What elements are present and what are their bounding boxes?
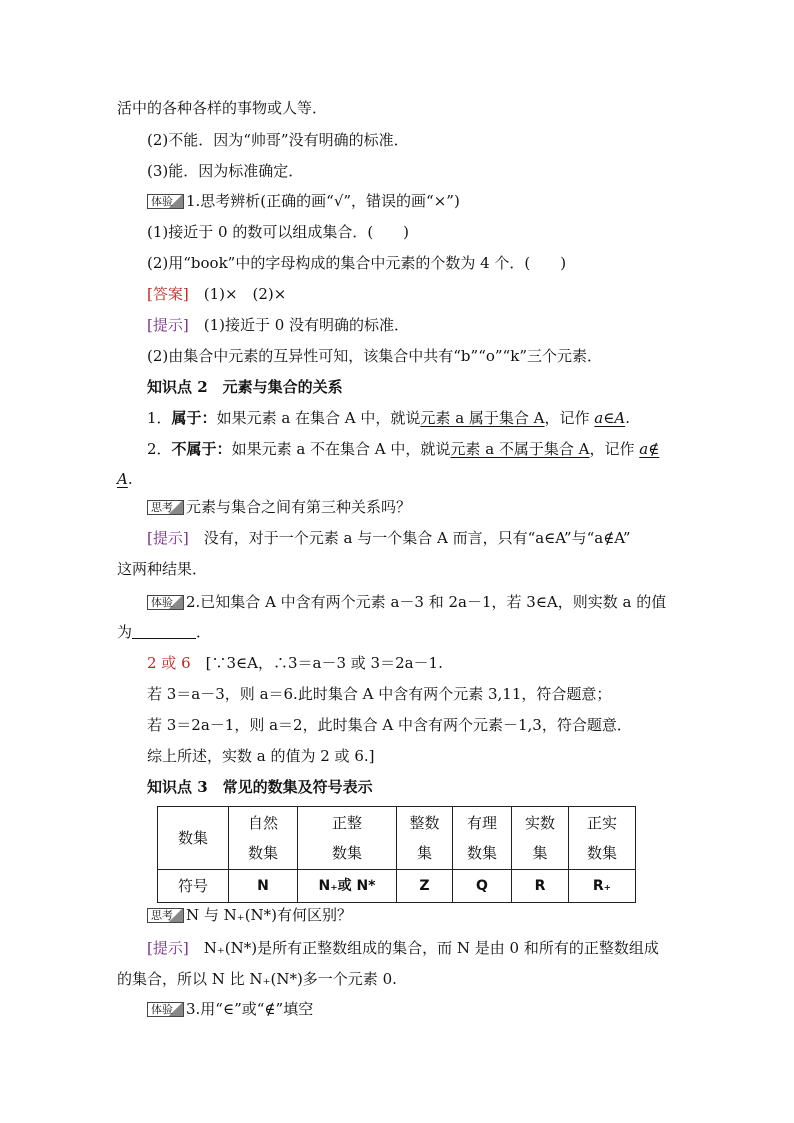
think-text: N 与 N₊(N*)有何区别？ [186, 906, 353, 924]
solution-line: 2 或 6 [∵3∈A，∴3＝a－3 或 3＝2a－1. [147, 654, 443, 672]
exercise-text: 3.用“∈”或“∉”填空 [186, 1000, 314, 1018]
table-header-cell: 数集 [158, 807, 229, 870]
text-line: (2)由集合中元素的互异性可知，该集合中共有“b”“o”“k”三个元素． [147, 347, 602, 365]
hint-line [147, 315, 409, 335]
hint-text: (1)接近于 0 没有明确的标准． [188, 316, 410, 334]
table-header-cell: 整数 集 [397, 807, 453, 870]
text-line: 若 3＝2a－1，则 a＝2，此时集合 A 中含有两个元素－1,3，符合题意． [147, 716, 632, 734]
text-line: 这两种结果． [117, 560, 208, 578]
hint-tag: [提示] [147, 939, 189, 957]
solution-answer: 2 或 6 [147, 654, 191, 672]
table-cell: R₊ [569, 870, 636, 903]
hint-tag: [提示] [147, 316, 189, 334]
hint-line [147, 528, 631, 548]
hint-text: 没有，对于一个元素 a 与一个集合 A 而言，只有“a∈A”与“a∉A” [188, 529, 631, 547]
think-line [147, 905, 352, 925]
tiyan-label-icon: 体验 [147, 595, 184, 610]
table-header-cell: 正实 数集 [569, 807, 636, 870]
table-header-cell: 正整 数集 [298, 807, 397, 870]
exercise-text: 1.思考辨析(正确的画“√”，错误的画“×”) [186, 192, 460, 210]
text-line: (3)能．因为标准确定． [147, 162, 304, 180]
table-cell: R [512, 870, 569, 903]
hint-line [147, 938, 659, 958]
exercise-2-heading [147, 592, 666, 612]
exercise-3-heading [147, 999, 313, 1019]
table-cell: Z [397, 870, 453, 903]
section-heading-3: 知识点 3 常见的数集及符号表示 [147, 778, 373, 796]
section-heading-2: 知识点 2 元素与集合的关系 [147, 378, 343, 396]
table-row [158, 807, 636, 870]
sikao-label-icon: 思考 [147, 908, 184, 923]
text-line: (2)不能．因为“帅哥”没有明确的标准． [147, 131, 409, 149]
table-header-cell: 实数 集 [512, 807, 569, 870]
answer-text: (1)× (2)× [188, 285, 287, 303]
text-line: 为 ． [117, 623, 212, 641]
text-line: (1)接近于 0 的数可以组成集合．( ) [147, 223, 410, 241]
text-line: 若 3＝a－3，则 a＝6.此时集合 A 中含有两个元素 3,11，符合题意； [147, 685, 612, 703]
think-line [147, 497, 411, 517]
number-set-table [157, 806, 636, 903]
table-cell: N₊或 N* [298, 870, 397, 903]
text-line: 综上所述，实数 a 的值为 2 或 6.] [147, 747, 375, 765]
think-text: 元素与集合之间有第三种关系吗？ [186, 498, 412, 516]
table-row-label: 符号 [158, 870, 229, 903]
exercise-text: 2.已知集合 A 中含有两个元素 a－3 和 2a－1，若 3∈A，则实数 a 的值 [186, 593, 667, 611]
answer-tag: [答案] [147, 285, 189, 303]
tiyan-label-icon: 体验 [147, 1002, 184, 1017]
text-line: A. [117, 470, 133, 488]
table-header-cell: 有理 数集 [453, 807, 512, 870]
table-row [158, 870, 636, 903]
exercise-1-heading [147, 191, 460, 211]
table-cell: N [229, 870, 298, 903]
tiyan-label-icon: 体验 [147, 194, 184, 209]
definition-not-belongs: 2．不属于：如果元素 a 不在集合 A 中，就说元素 a 不属于集合 A，记作 a∉ [147, 440, 660, 458]
answer-line [147, 284, 286, 304]
definition-belongs: 1．属于：如果元素 a 在集合 A 中，就说元素 a 属于集合 A，记作 a∈A. [147, 409, 630, 427]
text-line: (2)用“book”中的字母构成的集合中元素的个数为 4 个．( ) [147, 254, 567, 272]
text-line: 活中的各种各样的事物或人等． [117, 99, 328, 117]
answer-blank [132, 624, 196, 639]
sikao-label-icon: 思考 [147, 500, 184, 515]
hint-text: N₊(N*)是所有正整数组成的集合，而 N 是由 0 和所有的正整数组成 [188, 939, 659, 957]
table-cell: Q [453, 870, 512, 903]
table-header-cell: 自然 数集 [229, 807, 298, 870]
text-line: 的集合，所以 N 比 N₊(N*)多一个元素 0. [117, 970, 397, 988]
hint-tag: [提示] [147, 529, 189, 547]
